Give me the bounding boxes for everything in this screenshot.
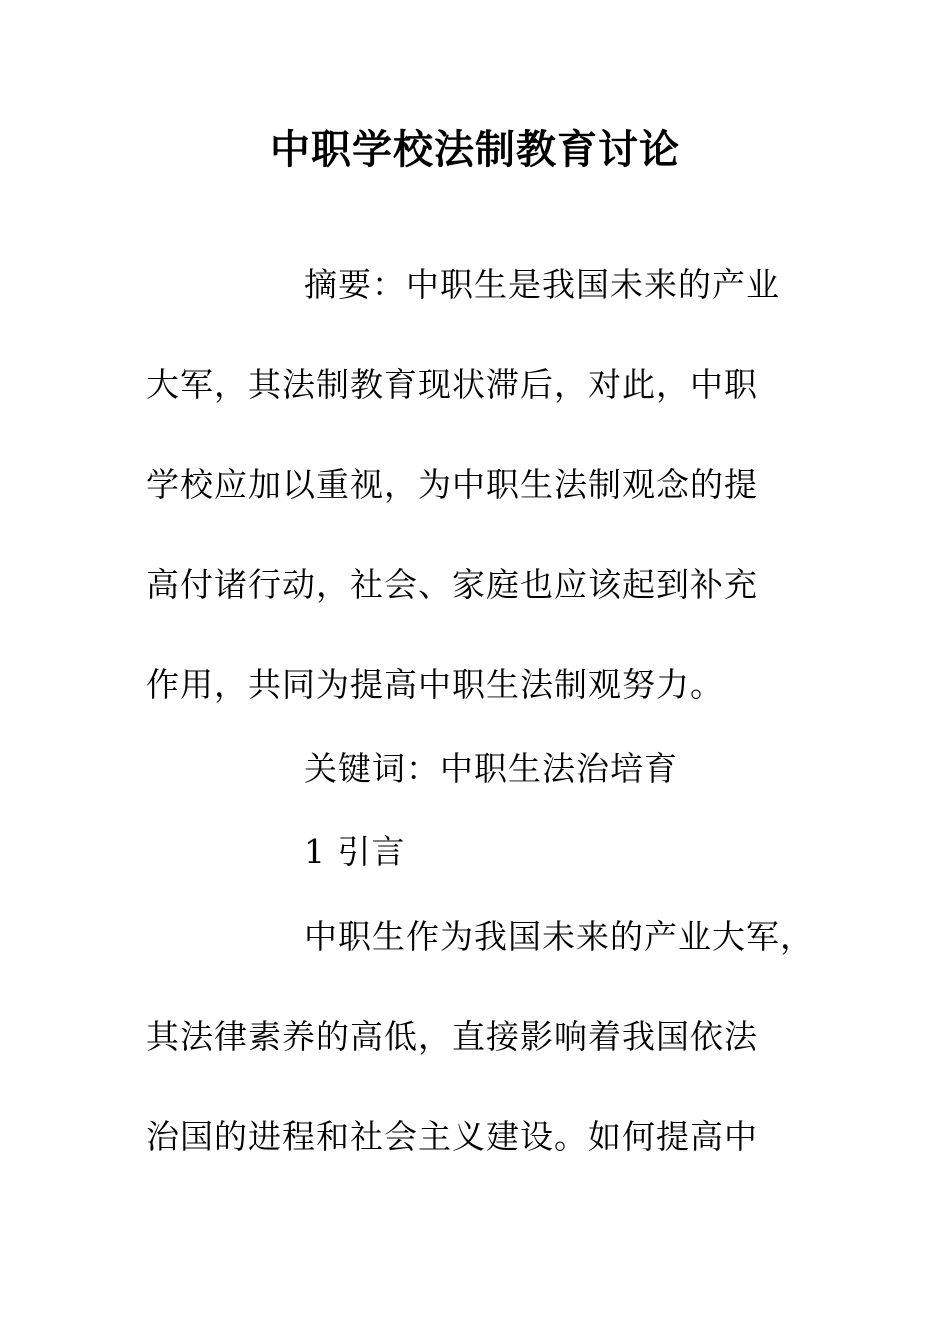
intro-line: 中职生作为我国未来的产业大军，: [304, 917, 814, 956]
abstract-line: 大军，其法制教育现状滞后，对此，中职: [146, 365, 758, 404]
abstract-line: 作用，共同为提高中职生法制观努力。: [146, 665, 724, 704]
document-title: 中职学校法制教育讨论: [270, 126, 680, 173]
abstract-line: 学校应加以重视，为中职生法制观念的提: [146, 465, 758, 504]
section-heading: 1 引言: [304, 832, 406, 871]
keywords-line: 关键词：中职生法治培育: [304, 749, 678, 788]
intro-line: 治国的进程和社会主义建设。如何提高中: [146, 1117, 758, 1156]
abstract-line: 高付诸行动，社会、家庭也应该起到补充: [146, 565, 758, 604]
abstract-line: 摘要：中职生是我国未来的产业: [304, 265, 780, 304]
intro-line: 其法律素养的高低，直接影响着我国依法: [146, 1017, 758, 1056]
